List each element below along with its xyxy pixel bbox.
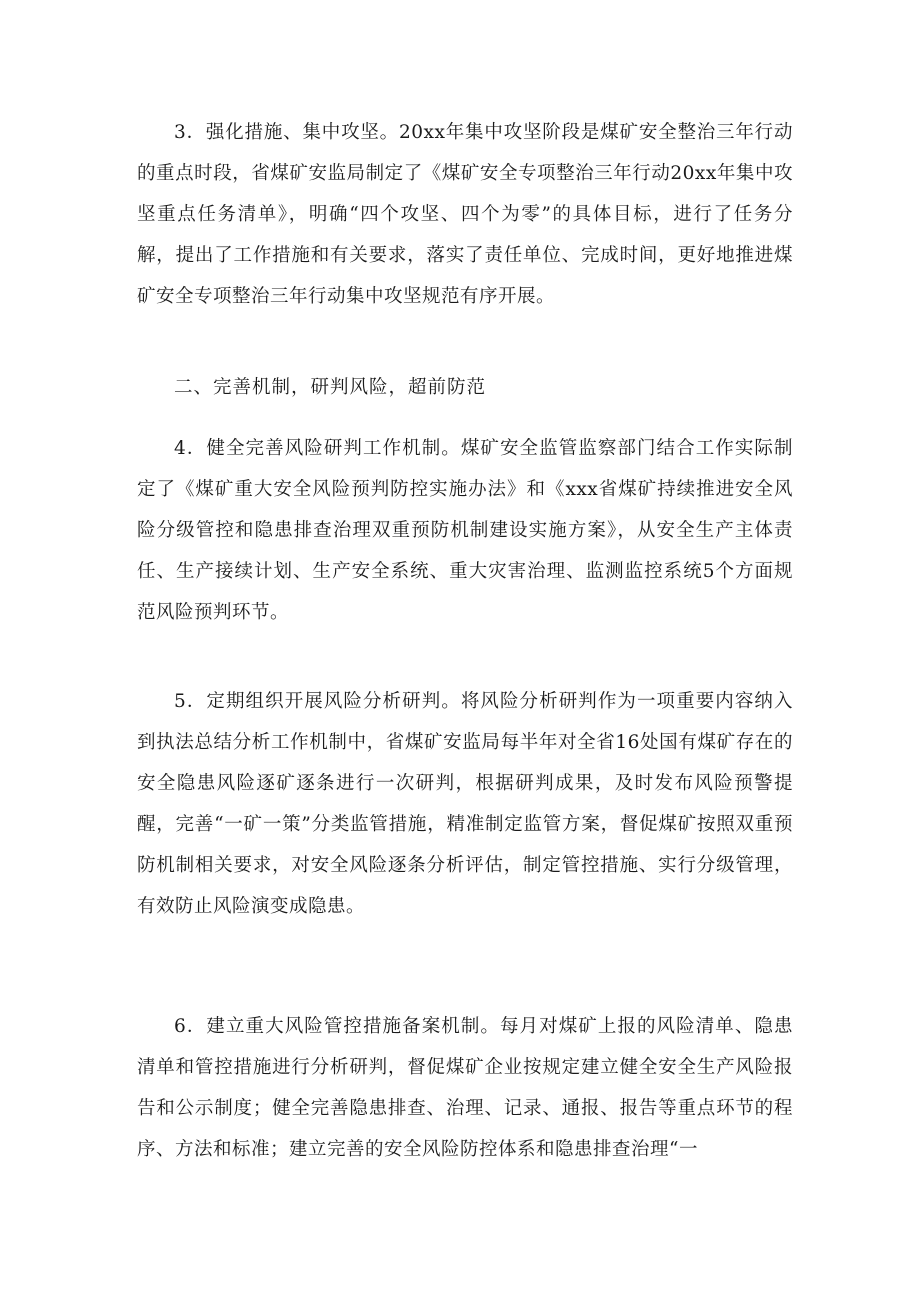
paragraph-item-3: 3．强化措施、集中攻坚。20xx年集中攻坚阶段是煤矿安全整治三年行动的重点时段，省煤矿安监局制定了《煤矿安全专项整治三年行动20xx年集中攻坚重点任务清单》，明确“四个攻坚、四个为零”的具体目标，进行了任务分解，提出了工作措施和有关要求，落实了责任单位、完成时间，更好地推进煤矿安全专项整治三年行动集中攻坚规范有序开展。 [137, 122, 793, 307]
paragraph-item-5: 5．定期组织开展风险分析研判。将风险分析研判作为一项重要内容纳入到执法总结分析工作机制中，省煤矿安监局每半年对全省16处国有煤矿存在的安全隐患风险逐矿逐条进行一次研判，根据研判成果，及时发布风险预警提醒，完善“一矿一策”分类监管措施，精准制定监管方案，督促煤矿按照双重预防机制相关要求，对安全风险逐条分析评估，制定管控措施、实行分级管理，有效防止风险演变成隐患。 [137, 691, 793, 917]
paragraph-item-4: 4．健全完善风险研判工作机制。煤矿安全监管监察部门结合工作实际制定了《煤矿重大安全风险预判防控实施办法》和《xxx省煤矿持续推进安全风险分级管控和隐患排查治理双重预防机制建设实施方案》，从安全生产主体责任、生产接续计划、生产安全系统、重大灾害治理、监测监控系统5个方面规范风险预判环节。 [137, 438, 793, 623]
paragraph-item-6: 6．建立重大风险管控措施备案机制。每月对煤矿上报的风险清单、隐患清单和管控措施进行分析研判，督促煤矿企业按规定建立健全安全生产风险报告和公示制度；健全完善隐患排查、治理、记录、通报、报告等重点环节的程序、方法和标准；建立完善的安全风险防控体系和隐患排查治理“一 [137, 1016, 793, 1160]
section-heading: 二、完善机制，研判风险，超前防范 [174, 377, 487, 398]
